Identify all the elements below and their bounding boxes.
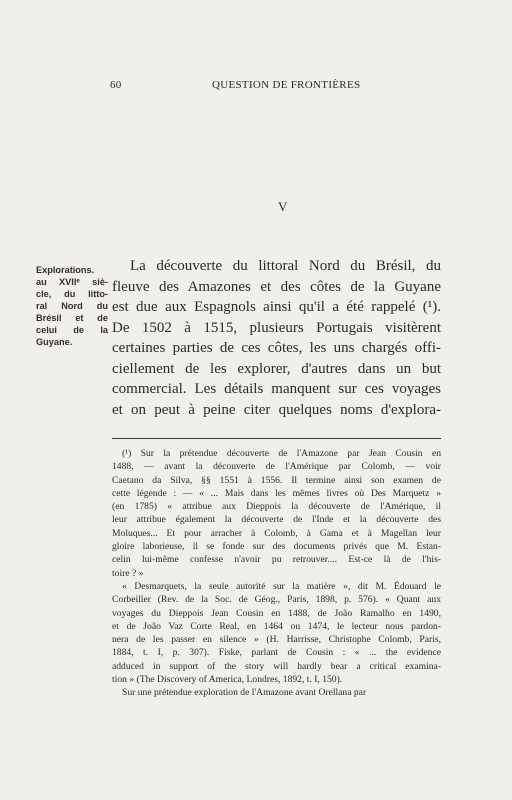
body-paragraph	[112, 256, 441, 420]
margin-note-line: celui de la	[36, 325, 108, 335]
footnote-line: gloire laborieuse, il se fonde sur des documents privés que M. Estan-	[112, 541, 441, 553]
page-number: 60	[110, 79, 122, 91]
footnote-line: nera de les passer en silence » (H. Harrisse, Christophe Colomb, Paris,	[112, 634, 441, 646]
footnote-line: adduced in support of the story will hardly bear a critical examina-	[112, 660, 441, 672]
body-line: commercial. Les détails manquent sur ces voyages	[112, 381, 441, 397]
footnote-line: voyages du Dieppois Jean Cousin en 1488, de João Ramalho en 1490,	[112, 607, 441, 619]
footnote-line: 1488, — avant la découverte de l'Amérique par Colomb, — voir	[112, 461, 441, 473]
body-line: fleuve des Amazones et des côtes de la Guyane	[112, 278, 441, 295]
body-line: La découverte du littoral Nord du Brésil, du	[130, 258, 441, 274]
page-header	[0, 79, 512, 93]
margin-note	[36, 264, 108, 348]
footnote-line: Moluques... Et pour arracher à Colomb, à Gama et à Magellan leur	[112, 527, 441, 539]
footnote-line: 1884, t. I, p. 307). Fiske, parlant de Cousin : « ... the evidence	[112, 647, 441, 659]
footnote-line: (en 1785) « attribue aux Dieppois la découverte de l'Amérique, il	[112, 501, 441, 513]
margin-note-line: au XVIIᵉ siè-	[36, 277, 108, 287]
footnote-line: « Desmarquets, la seule autorité sur la matière », dit M. Édouard le	[122, 580, 441, 592]
body-line: De 1502 à 1515, plusieurs Portugais visitèrent	[112, 319, 441, 336]
footnote-line: celin lui-même confesse n'avoir pu retrouver.... Est-ce là de l'his-	[112, 554, 441, 566]
footnote-line: cette légende : — « ... Mais dans les mêmes livres où Des Marquetz »	[112, 487, 441, 499]
footnote-line: et de João Vaz Corte Real, en 1464 ou 1474, le lecteur nous pardon-	[112, 620, 441, 632]
margin-note-line: ral Nord du	[36, 301, 108, 311]
footnotes	[112, 447, 441, 700]
footnote-line: Corbeiller (Rev. de la Soc. de Géog., Paris, 1898, p. 576). « Quant aux	[112, 594, 441, 606]
footnote-line: Caetano da Silva, §§ 1551 à 1556. Il termine ainsi son examen de	[112, 474, 441, 486]
footnote-line: tion » (The Discovery of America, Londres, 1892, t. I, 150).	[112, 674, 343, 686]
footnote-rule	[112, 438, 441, 439]
footnote-line: (¹) Sur la prétendue découverte de l'Amazone par Jean Cousin en	[122, 448, 441, 459]
body-line: et on peut à peine citer quelques noms d'explora-	[112, 401, 441, 418]
margin-note-line: Explorations.	[36, 265, 95, 275]
margin-note-line: Guyane.	[36, 337, 73, 347]
margin-note-line: cle, du litto-	[36, 289, 108, 299]
body-line: certaines parties de ces côtes, les uns chargés offi-	[112, 340, 441, 356]
body-line: est due aux Espagnols ainsi qu'il a été rappelé (¹).	[112, 299, 441, 315]
section-numeral: V	[278, 199, 288, 214]
footnote-line: toire ? »	[112, 567, 144, 579]
footnote-line: leur attribue également la découverte de l'Inde et la découverte des	[112, 514, 441, 526]
footnote-line: Sur une prétendue exploration de l'Amazone avant Orellana par	[122, 687, 367, 699]
running-head: QUESTION DE FRONTIÈRES	[212, 79, 361, 91]
body-line: ciellement de les explorer, d'autres dans un but	[112, 360, 441, 377]
margin-note-line: Brésil et de	[36, 313, 108, 323]
